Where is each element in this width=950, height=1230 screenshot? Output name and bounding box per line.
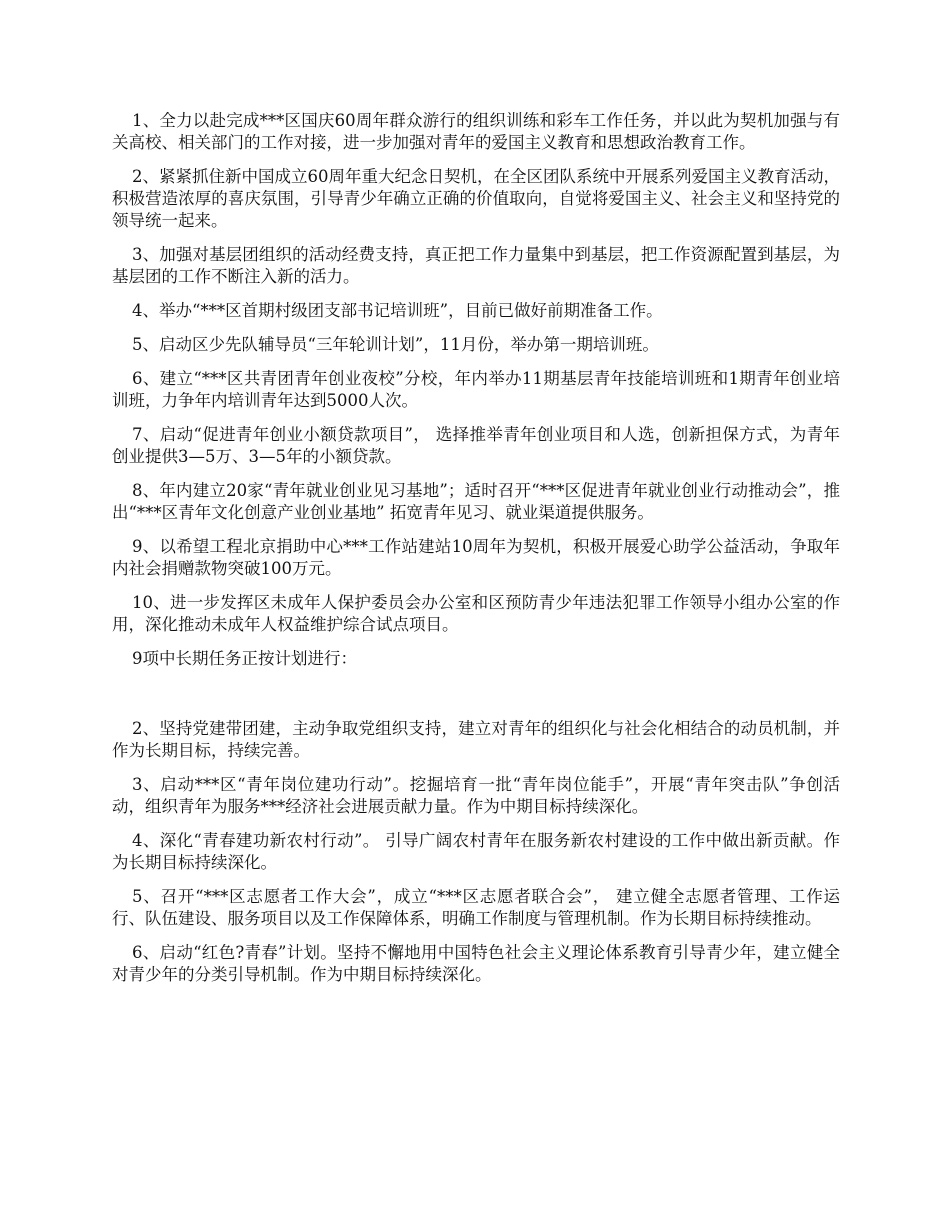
long-term-task-4: 4、深化“青春建功新农村行动”。 引导广阔农村青年在服务新农村建设的工作中做出新贡献。作为长期目标持续深化。 [112, 831, 840, 872]
paragraph-item-9: 9、以希望工程北京捐助中心***工作站建站10周年为契机，积极开展爱心助学公益活动，争取年内社会捐赠款物突破100万元。 [112, 537, 840, 578]
paragraph-item-8: 8、年内建立20家“青年就业创业见习基地”；适时召开“***区促进青年就业创业行动推动会”，推出“***区青年文化创意产业创业基地” 拓宽青年见习、就业渠道提供服务。 [112, 481, 840, 522]
long-term-task-2: 2、坚持党建带团建，主动争取党组织支持，建立对青年的组织化与社会化相结合的动员机制，并作为长期目标，持续完善。 [112, 719, 840, 760]
paragraph-item-7: 7、启动“促进青年创业小额贷款项目”， 选择推举青年创业项目和人选，创新担保方式，为青年创业提供3—5万、3—5年的小额贷款。 [112, 425, 840, 466]
paragraph-item-4: 4、举办“***区首期村级团支部书记培训班”，目前已做好前期准备工作。 [132, 301, 663, 320]
document-body [112, 110, 840, 998]
blank-gap [112, 682, 840, 718]
paragraph-item-6: 6、建立“***区共青团青年创业夜校”分校，年内举办11期基层青年技能培训班和1期青年创业培训班，力争年内培训青年达到5000人次。 [112, 369, 840, 410]
paragraph-item-3: 3、加强对基层团组织的活动经费支持，真正把工作力量集中到基层，把工作资源配置到基层，为基层团的工作不断注入新的活力。 [112, 245, 840, 286]
paragraph-item-10: 10、进一步发挥区未成年人保护委员会办公室和区预防青少年违法犯罪工作领导小组办公室的作用，深化推动未成年人权益维护综合试点项目。 [112, 593, 840, 634]
paragraph-item-2: 2、紧紧抓住新中国成立60周年重大纪念日契机，在全区团队系统中开展系列爱国主义教育活动，积极营造浓厚的喜庆氛围，引导青少年确立正确的价值取向，自觉将爱国主义、社会主义和坚持党的领导统一起来。 [112, 167, 840, 230]
long-term-task-3: 3、启动***区“青年岗位建功行动”。挖掘培育一批“青年岗位能手”，开展“青年突击队”争创活动，组织青年为服务***经济社会进展贡献力量。作为中期目标持续深化。 [112, 775, 840, 816]
paragraph-item-5: 5、启动区少先队辅导员“三年轮训计划”，11月份，举办第一期培训班。 [132, 335, 659, 354]
section-heading: 9项中长期任务正按计划进行： [132, 649, 357, 668]
paragraph-item-1: 1、全力以赴完成***区国庆60周年群众游行的组织训练和彩车工作任务，并以此为契机加强与有关高校、相关部门的工作对接，进一步加强对青年的爱国主义教育和思想政治教育工作。 [112, 111, 840, 152]
long-term-task-6: 6、启动“红色?青春”计划。坚持不懈地用中国特色社会主义理论体系教育引导青少年，建立健全对青少年的分类引导机制。作为中期目标持续深化。 [112, 943, 840, 984]
long-term-task-5: 5、召开“***区志愿者工作大会”，成立“***区志愿者联合会”， 建立健全志愿者管理、工作运行、队伍建设、服务项目以及工作保障体系，明确工作制度与管理机制。作为长期目标持续推动。 [112, 887, 840, 928]
